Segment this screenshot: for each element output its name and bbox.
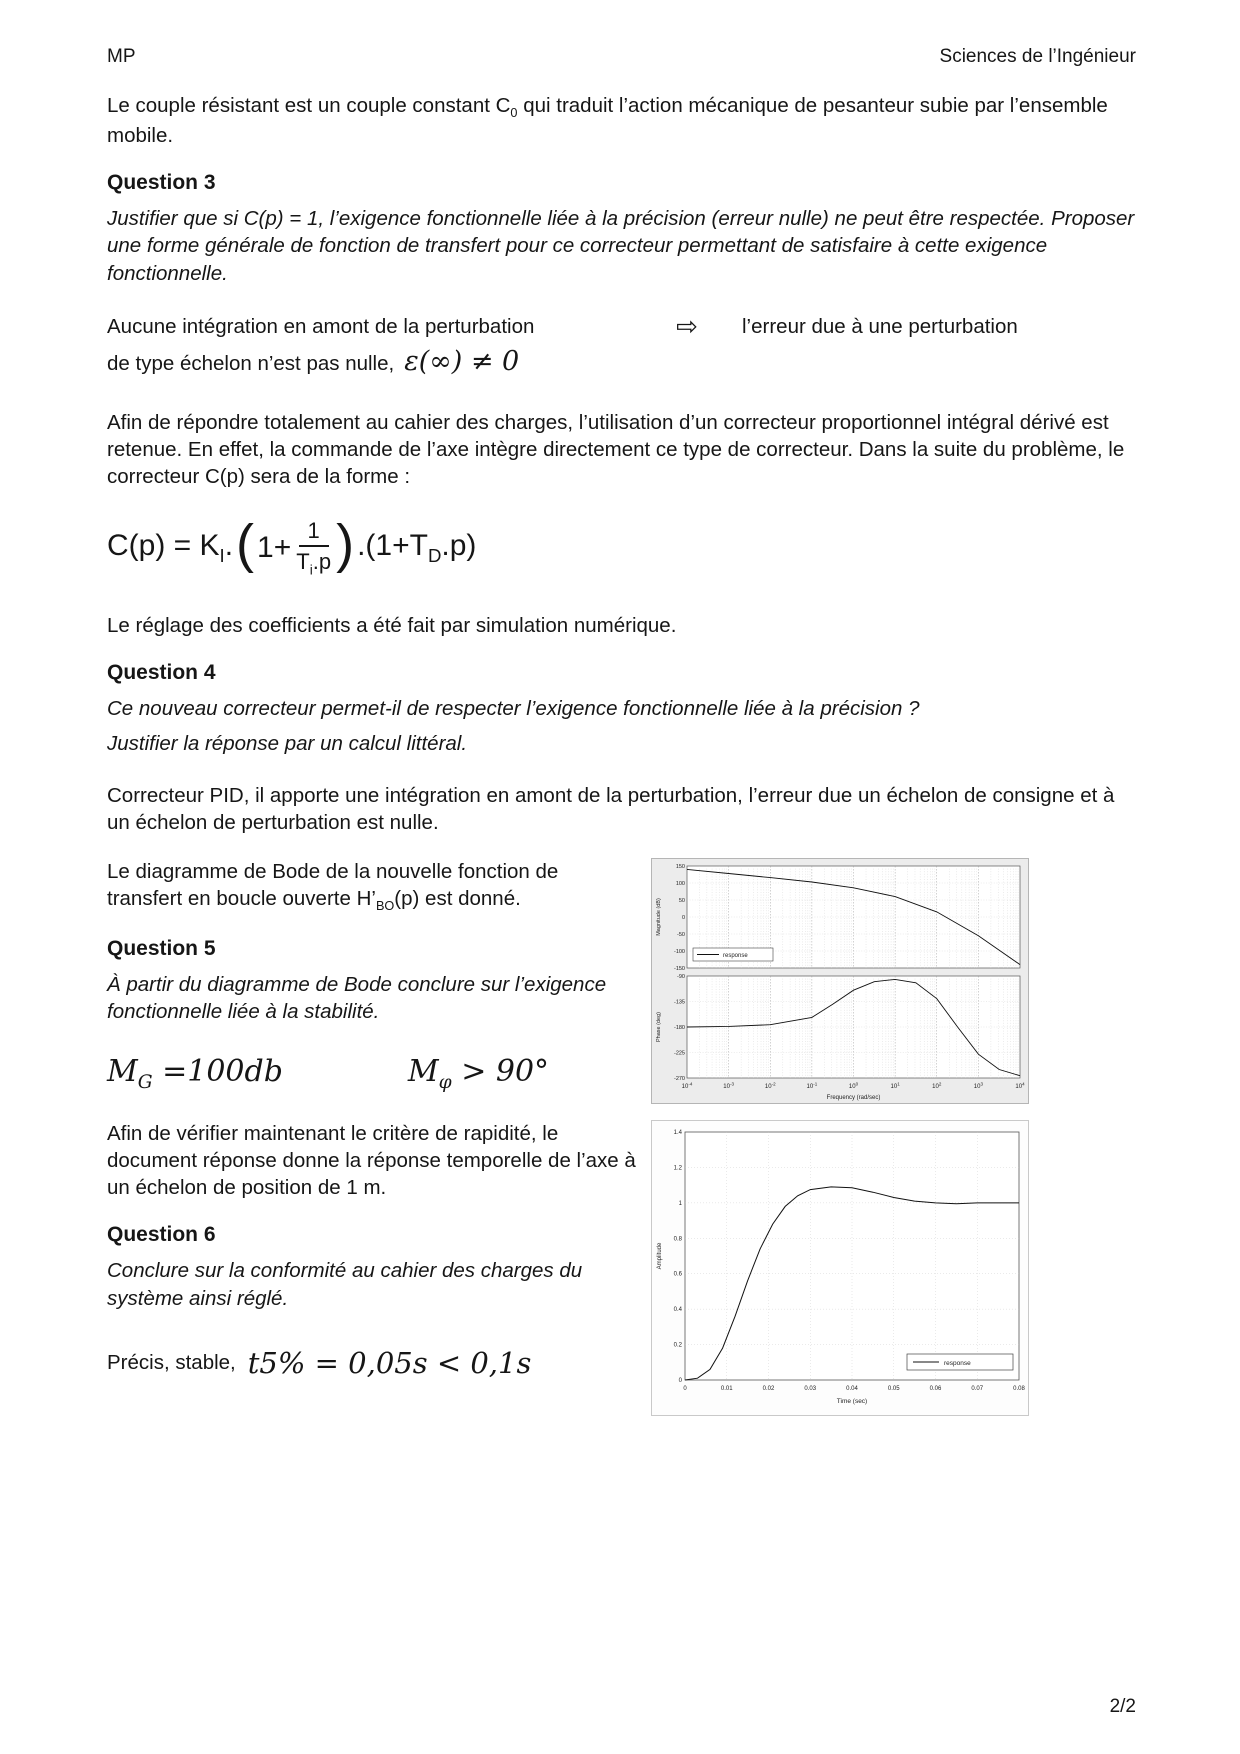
- svg-text:0.07: 0.07: [971, 1385, 984, 1392]
- conclusion-row: [107, 1346, 637, 1380]
- svg-text:0: 0: [681, 914, 685, 921]
- bode-intro-2: (p) est donné.: [394, 886, 521, 910]
- svg-text:0.4: 0.4: [673, 1307, 682, 1314]
- svg-text:104: $10^4$: [1015, 1081, 1025, 1090]
- fraction-den-tail: .p: [312, 549, 332, 575]
- svg-text:response: response: [723, 952, 748, 959]
- step-figure: [651, 1120, 1029, 1416]
- svg-text:0.06: 0.06: [929, 1385, 942, 1392]
- svg-text:0.02: 0.02: [762, 1385, 775, 1392]
- svg-text:-100: -100: [673, 948, 685, 955]
- epsilon-formula: ε(∞) ≠ 0: [404, 346, 520, 378]
- svg-text:Frequency (rad/sec): Frequency (rad/sec): [826, 1094, 881, 1101]
- svg-text:0.04: 0.04: [846, 1385, 858, 1392]
- svg-text:100: 100: [675, 880, 685, 887]
- formula-one-plus: 1+: [257, 531, 292, 565]
- svg-text:0.03: 0.03: [804, 1385, 817, 1392]
- svg-text:Phase (deg): Phase (deg): [656, 1011, 662, 1042]
- svg-text:10-2: $10^{-2}$: [764, 1081, 776, 1090]
- step-plot-svg: [651, 1120, 1029, 1416]
- implication-line2-text: de type échelon n’est pas nulle,: [107, 351, 395, 375]
- bode-plot-svg: [651, 858, 1029, 1104]
- svg-text:150: 150: [675, 863, 685, 870]
- svg-text:0.6: 0.6: [673, 1271, 682, 1278]
- bode-intro-sub: BO: [375, 898, 395, 914]
- pid-answer-paragraph: Correcteur PID, il apporte une intégration en amont de la perturbation, l’erreur due un échelon de consigne et à un échelon de perturbation est nulle.: [107, 783, 1115, 834]
- svg-text:0.01: 0.01: [720, 1385, 733, 1392]
- step-section: [107, 1120, 1136, 1416]
- formula-tail-text: .(1+T: [357, 529, 428, 563]
- formula-tail-sub: D: [427, 545, 442, 567]
- svg-text:Amplitude: Amplitude: [657, 1242, 663, 1270]
- svg-text:100: $10^0$: [848, 1081, 859, 1090]
- svg-text:Magnitude (dB): Magnitude (dB): [656, 898, 662, 936]
- phase-margin-rest: > 90°: [451, 1053, 550, 1089]
- question-4-line2: Justifier la réponse par un calcul littéral.: [107, 732, 468, 756]
- svg-text:1.4: 1.4: [673, 1129, 682, 1136]
- implication-right-text: l’erreur due à une perturbation: [742, 314, 1018, 338]
- svg-text:-225: -225: [673, 1050, 685, 1057]
- svg-text:0: 0: [683, 1385, 687, 1392]
- formula-tail-end: .p): [441, 529, 477, 563]
- question-4-heading: Question 4: [107, 660, 216, 684]
- corrector-formula: [107, 514, 1136, 578]
- svg-text:-180: -180: [673, 1024, 685, 1031]
- fraction-numerator: 1: [299, 518, 329, 547]
- fraction-denominator: [296, 547, 331, 577]
- phase-margin-base: M: [407, 1053, 439, 1089]
- svg-text:0.2: 0.2: [673, 1342, 682, 1349]
- question-6-heading: Question 6: [107, 1223, 216, 1247]
- question-3-heading: Question 3: [107, 170, 216, 194]
- fraction-den-base: T: [296, 549, 310, 575]
- formula-lhs: [107, 529, 233, 567]
- svg-text:-270: -270: [673, 1075, 685, 1082]
- gain-margin-rest: =100db: [152, 1053, 283, 1089]
- svg-text:1.2: 1.2: [673, 1165, 682, 1172]
- intro-text-2: qui traduit l’action mécanique de pesanteur subie par l’ensemble mobile.: [107, 94, 1108, 147]
- question-3-text: Justifier que si C(p) = 1, l’exigence fonctionnelle liée à la précision (erreur nulle) ne peut être respectée. Proposer une forme générale de fonction de transfert pour ce correcteur permettant de satisfaire à cette exigence fonctionnelle.: [107, 206, 1135, 285]
- question-4-line1: Ce nouveau correcteur permet-il de respecter l’exigence fonctionnelle liée à la précision ?: [107, 696, 920, 720]
- bode-section: [107, 858, 1136, 1104]
- svg-text:10-3: $10^{-3}$: [723, 1081, 734, 1090]
- svg-text:10-4: $10^{-4}$: [681, 1081, 693, 1090]
- question-6-text: Conclure sur la conformité au cahier des charges du système ainsi réglé.: [107, 1259, 583, 1310]
- gain-margin-formula: [107, 1054, 283, 1093]
- svg-text:0.08: 0.08: [1013, 1385, 1025, 1392]
- svg-text:0: 0: [678, 1377, 682, 1384]
- fraction-den-sub: i: [309, 562, 313, 578]
- implication-line-2: [107, 348, 1136, 379]
- phase-margin-formula: [408, 1054, 549, 1093]
- bode-intro-paragraph: [107, 858, 637, 915]
- svg-text:0.05: 0.05: [887, 1385, 900, 1392]
- svg-text:0.8: 0.8: [673, 1236, 682, 1243]
- step-section-text: [107, 1120, 637, 1380]
- bode-figure: [651, 858, 1029, 1104]
- intro-paragraph: [107, 92, 1136, 149]
- double-arrow-icon: ⇨: [676, 311, 698, 342]
- bode-intro-1: Le diagramme de Bode de la nouvelle fonction de transfert en boucle ouverte H’: [107, 859, 559, 910]
- svg-text:1: 1: [678, 1200, 682, 1207]
- svg-text:103: $10^3$: [973, 1081, 983, 1090]
- svg-text:-90: -90: [677, 973, 685, 980]
- svg-text:-50: -50: [677, 931, 685, 938]
- formula-lhs-text: C(p) = K: [107, 529, 220, 563]
- intro-text-1: Le couple résistant est un couple constant C: [107, 94, 511, 117]
- gain-margin-base: M: [107, 1053, 138, 1089]
- page-number: 2/2: [1109, 1696, 1136, 1717]
- svg-text:101: $10^1$: [890, 1081, 900, 1090]
- svg-text:50: 50: [678, 897, 685, 904]
- implication-row: [107, 311, 1136, 342]
- formula-lhs-dot: .: [224, 529, 234, 563]
- svg-text:response: response: [944, 1359, 971, 1367]
- rapidite-paragraph: Afin de vérifier maintenant le critère de rapidité, le document réponse donne la réponse temporelle de l’axe à un échelon de position de 1 m.: [107, 1121, 636, 1200]
- header-left: MP: [107, 46, 136, 67]
- question-5-heading: Question 5: [107, 936, 216, 960]
- intro-subscript: 0: [510, 105, 518, 121]
- svg-text:Time (sec): Time (sec): [836, 1397, 868, 1405]
- formula-fraction: [296, 518, 331, 577]
- conclusion-text: Précis, stable,: [107, 1351, 236, 1374]
- svg-text:102: $10^2$: [932, 1081, 942, 1090]
- page-header: [107, 46, 1136, 68]
- header-right: Sciences de l’Ingénieur: [939, 46, 1136, 67]
- reglage-paragraph: Le réglage des coefficients a été fait par simulation numérique.: [107, 613, 677, 637]
- phase-margin-sub: φ: [438, 1071, 452, 1093]
- formula-lhs-sub: I: [219, 545, 225, 567]
- question-5-text: À partir du diagramme de Bode conclure sur l’exigence fonctionnelle liée à la stabilité.: [107, 972, 607, 1024]
- pid-intro-paragraph: Afin de répondre totalement au cahier des charges, l’utilisation d’un correcteur proportionnel intégral dérivé est retenue. En effet, la commande de l’axe intègre directement ce type de correcteur. Dans la suite du problème, le correcteur C(p) sera de la forme :: [107, 411, 1125, 489]
- bode-section-text: [107, 858, 637, 1093]
- formula-right-paren: ): [336, 514, 355, 575]
- svg-text:10-1: $10^{-1}$: [806, 1081, 818, 1090]
- settling-time-formula: t5% = 0,05s < 0,1s: [247, 1346, 532, 1380]
- svg-text:-150: -150: [673, 965, 685, 972]
- gain-margin-sub: G: [137, 1071, 153, 1093]
- formula-left-paren: (: [236, 514, 255, 575]
- svg-text:-135: -135: [673, 999, 685, 1006]
- formula-tail: [357, 529, 476, 567]
- implication-left-text: Aucune intégration en amont de la perturbation: [107, 314, 535, 338]
- margin-formulas: [107, 1054, 637, 1093]
